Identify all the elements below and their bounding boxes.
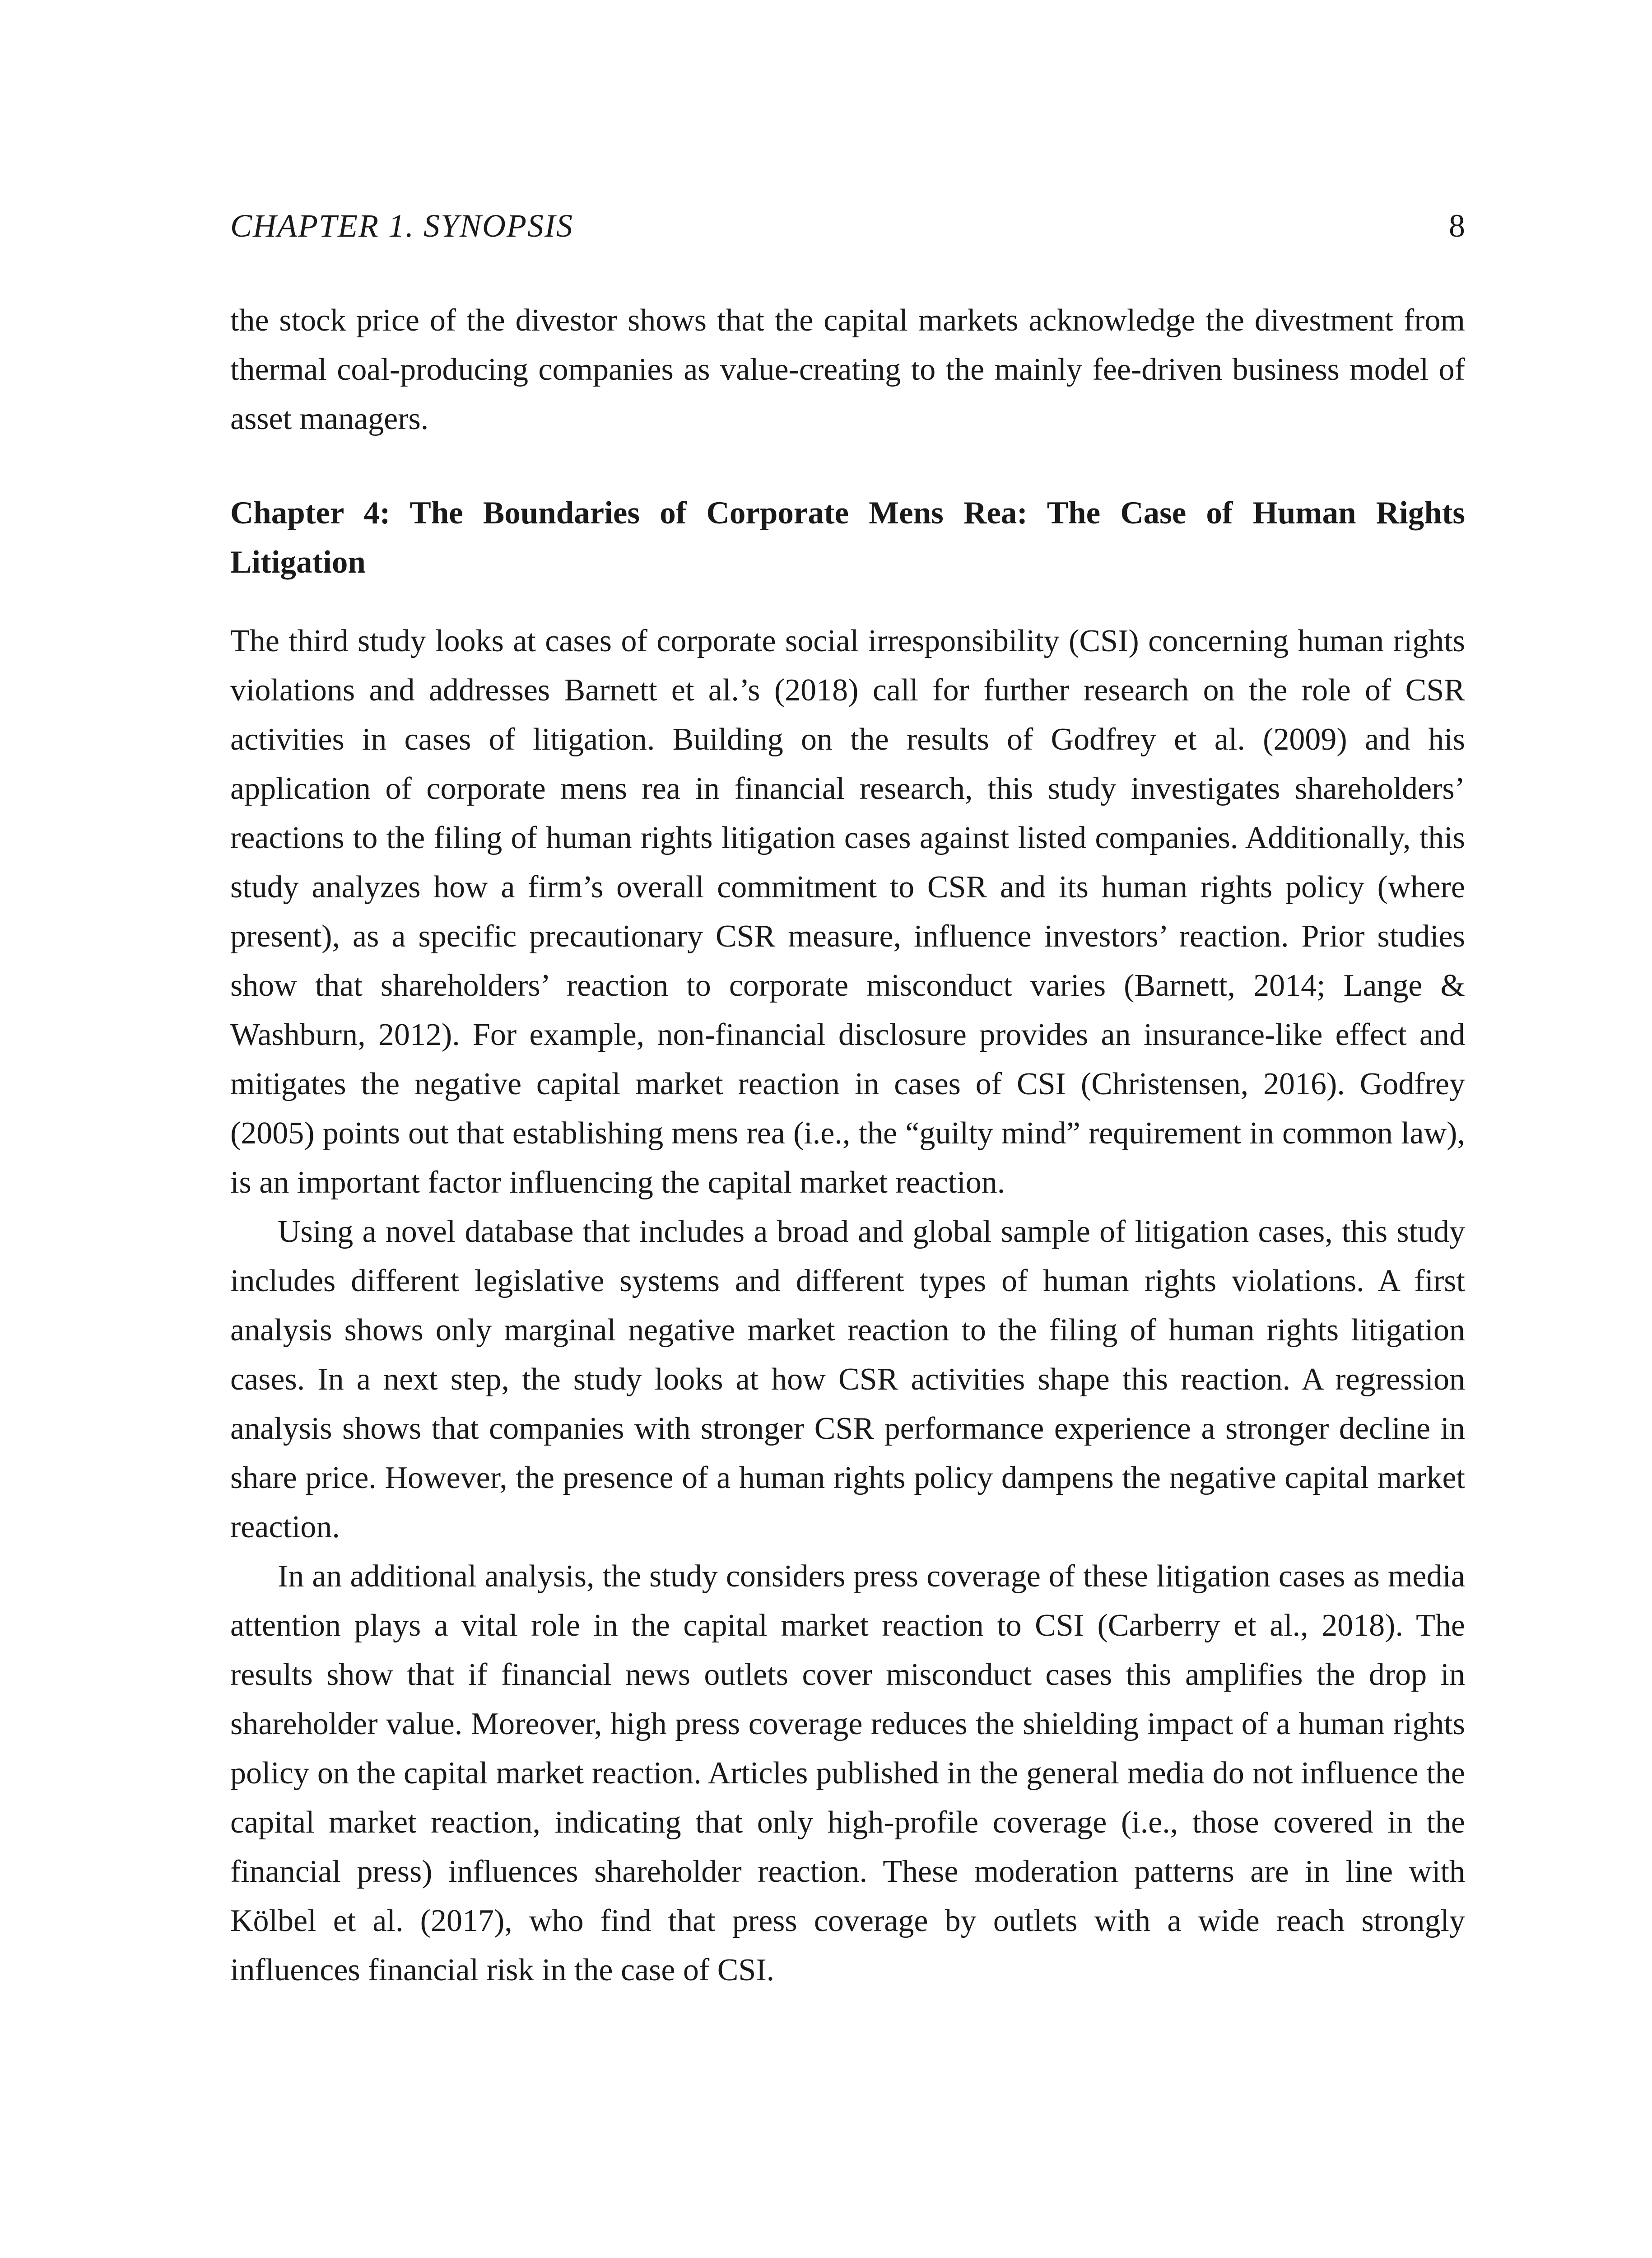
page-number: 8: [1449, 208, 1465, 244]
continuation-paragraph: the stock price of the divestor shows that the capital markets acknowledge the divestment from thermal coal-producing companies as value-creating to the mainly fee-driven business model of asset managers.: [230, 303, 1465, 436]
section-heading: Chapter 4: The Boundaries of Corporate Mens Rea: The Case of Human Rights Litigation: [230, 495, 1465, 580]
running-header: [230, 205, 1465, 246]
chapter-label: CHAPTER 1. SYNOPSIS: [230, 208, 574, 244]
body-text: [230, 296, 1465, 1995]
paragraph-3: In an additional analysis, the study considers press coverage of these litigation cases as media attention plays a vital role in the capital market reaction to CSI (Carberry et al., 2018). The results show that if financial news outlets cover misconduct cases this amplifies the drop in shareholder value. Moreover, high press coverage reduces the shielding impact of a human rights policy on the capital market reaction. Articles published in the general media do not influence the capital market reaction, indicating that only high-profile coverage (i.e., those covered in the financial press) influences shareholder reaction. These moderation patterns are in line with Kölbel et al. (2017), who find that press coverage by outlets with a wide reach strongly influences financial risk in the case of CSI.: [230, 1559, 1465, 1987]
paragraph-1: The third study looks at cases of corporate social irresponsibility (CSI) concerning human rights violations and addresses Barnett et al.’s (2018) call for further research on the role of CSR activities in cases of litigation. Building on the results of Godfrey et al. (2009) and his application of corporate mens rea in financial research, this study investigates shareholders’ reactions to the filing of human rights litigation cases against listed companies. Additionally, this study analyzes how a firm’s overall commitment to CSR and its human rights policy (where present), as a specific precautionary CSR measure, influence investors’ reaction. Prior studies show that shareholders’ reaction to corporate misconduct varies (Barnett, 2014; Lange & Washburn, 2012). For example, non-financial disclosure provides an insurance-like effect and mitigates the negative capital market reaction in cases of CSI (Christensen, 2016). Godfrey (2005) points out that establishing mens rea (i.e., the “guilty mind” requirement in common law), is an important factor influencing the capital market reaction.: [230, 624, 1465, 1200]
paragraph-2: Using a novel database that includes a broad and global sample of litigation cases, this study includes different legislative systems and different types of human rights violations. A first analysis shows only marginal negative market reaction to the filing of human rights litigation cases. In a next step, the study looks at how CSR activities shape this reaction. A regression analysis shows that companies with stronger CSR performance experience a stronger decline in share price. However, the presence of a human rights policy dampens the negative capital market reaction.: [230, 1214, 1465, 1544]
